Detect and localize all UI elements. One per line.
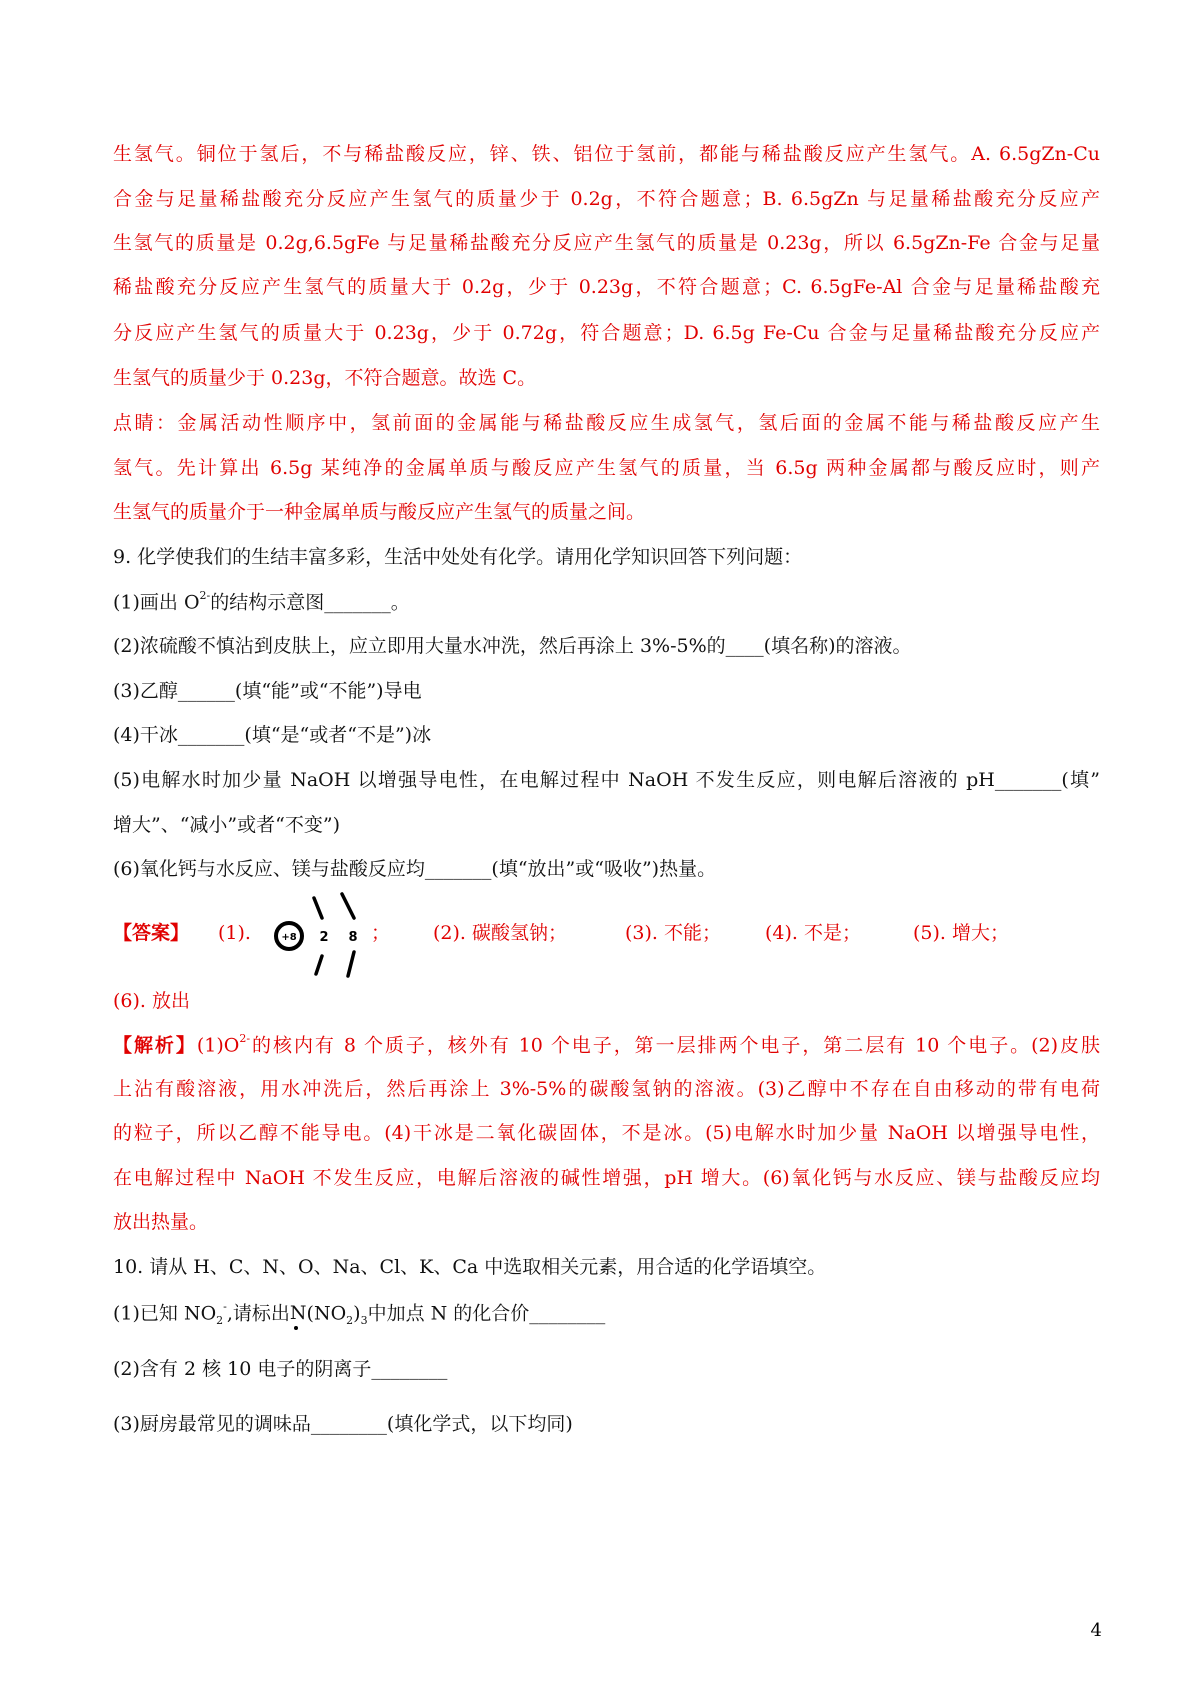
part-text: 的结构示意图_______。 (210, 591, 410, 614)
explanation-line: 生氢气。铜位于氢后，不与稀盐酸反应，锌、铁、铝位于氢前，都能与稀盐酸反应产生氢气。A. 6.5gZn-Cu (113, 143, 1100, 165)
analysis-text: (1)O (196, 1034, 240, 1057)
electron-shell-arc (316, 956, 322, 974)
question-part-6: (6)氧化钙与水反应、镁与盐酸反应均_______(填“放出”或“吸收”)热量。 (113, 858, 717, 880)
explanation-line: 生氢气的质量少于 0.23g，不符合题意。故选 C。 (113, 367, 537, 389)
explanation-line: 合金与足量稀盐酸充分反应产生氢气的质量少于 0.2g，不符合题意；B. 6.5gZn 与足量稀盐酸充分反应产 (113, 188, 1100, 210)
answer-part: (5). 增大； (913, 922, 1009, 944)
nucleus-charge: +8 (281, 932, 297, 943)
question-part-1 (113, 1300, 1100, 1328)
answer-label: 【答案】 (113, 922, 190, 944)
shell-1-electrons: 2 (319, 930, 329, 945)
question-stem: 9. 化学使我们的生结丰富多彩，生活中处处有化学。请用化学知识回答下列问题： (113, 546, 803, 568)
answer-part: (3). 不能； (625, 922, 721, 944)
analysis-line: 上沾有酸溶液，用水冲洗后，然后再涂上 3%-5%的碳酸氢钠的溶液。(3)乙醇中不存在自由移动的带有电荷 (113, 1078, 1100, 1100)
question-part-3: (3)乙醇______(填“能”或“不能”)导电 (113, 680, 422, 702)
dotted-n: N (289, 1302, 307, 1325)
tip-line: 生氢气的质量介于一种金属单质与酸反应产生氢气的质量之间。 (113, 501, 646, 523)
explanation-line: 稀盐酸充分反应产生氢气的质量大于 0.2g，少于 0.23g，不符合题意；C. 6.5gFe-Al 合金与足量稀盐酸充 (113, 276, 1100, 298)
analysis-line: 的粒子，所以乙醇不能导电。(4)干冰是二氧化碳固体，不是冰。(5)电解水时加少量 NaOH 以增强导电性， (113, 1122, 1100, 1144)
subscript: 3 (360, 1314, 368, 1328)
electron-shell-arc (342, 894, 354, 918)
oxide-ion-structure-diagram (262, 888, 382, 982)
question-stem: 10. 请从 H、C、N、O、Na、Cl、K、Ca 中选取相关元素，用合适的化学语填空。 (113, 1256, 827, 1278)
part-text: (NO (306, 1302, 347, 1325)
question-part-2: (2)含有 2 核 10 电子的阴离子________ (113, 1358, 448, 1380)
shell-2-electrons: 8 (348, 930, 358, 945)
electron-shell-arc (314, 898, 322, 918)
analysis-line: 在电解过程中 NaOH 不发生反应，电解后溶液的碱性增强，pH 增大。(6)氧化钙与水反应、镁与盐酸反应均 (113, 1167, 1100, 1189)
answer-part: (4). 不是； (765, 922, 861, 944)
analysis-line: 放出热量。 (113, 1211, 209, 1233)
subscript: 2 (216, 1314, 224, 1328)
subscript: 2 (346, 1314, 354, 1328)
part-text: (1)已知 NO (113, 1302, 217, 1325)
answer-part: (1). (218, 922, 251, 944)
answer-part: ； (371, 922, 391, 944)
charge-superscript: 2- (239, 1032, 251, 1045)
analysis-label: 【解析】 (113, 1034, 197, 1057)
page-number: 4 (1090, 1620, 1102, 1641)
part-text: ) (353, 1302, 361, 1325)
question-part-4: (4)干冰_______(填“是“或者“不是”)冰 (113, 724, 432, 746)
question-part-2: (2)浓硫酸不慎沾到皮肤上，应立即用大量水冲洗，然后再涂上 3%-5%的____(填名称)的溶液。 (113, 635, 912, 657)
answer-part-6: (6). 放出 (113, 990, 190, 1012)
question-part-5-cont: 增大”、“减小”或者“不变”) (113, 814, 340, 836)
question-part-5: (5)电解水时加少量 NaOH 以增强导电性，在电解过程中 NaOH 不发生反应，则电解后溶液的 pH_______(填” (113, 769, 1100, 791)
analysis-line (113, 1032, 1100, 1057)
tip-line: 氢气。先计算出 6.5g 某纯净的金属单质与酸反应产生氢气的质量，当 6.5g 两种金属都与酸反应时，则产 (113, 457, 1100, 479)
analysis-text: 的核内有 8 个质子，核外有 10 个电子，第一层排两个电子，第二层有 10 个电子。(2)皮肤 (250, 1034, 1100, 1057)
charge-superscript: 2- (199, 589, 211, 602)
explanation-line: 分反应产生氢气的质量大于 0.23g，少于 0.72g，符合题意；D. 6.5g Fe-Cu 合金与足量稀盐酸充分反应产 (113, 322, 1100, 344)
part-text: 中加点 N 的化合价________ (367, 1302, 606, 1325)
answer-part: (2). 碳酸氢钠； (433, 922, 567, 944)
question-part-1 (113, 589, 1100, 614)
question-part-3: (3)厨房最常见的调味品________(填化学式，以下均同) (113, 1413, 573, 1435)
superscript: - (223, 1300, 227, 1313)
tip-line: 点睛：金属活动性顺序中，氢前面的金属能与稀盐酸反应生成氢气，氢后面的金属不能与稀盐酸反应产生 (113, 412, 1100, 434)
explanation-line: 生氢气的质量是 0.2g,6.5gFe 与足量稀盐酸充分反应产生氢气的质量是 0.23g，所以 6.5gZn-Fe 合金与足量 (113, 232, 1100, 254)
part-text: ,请标出 (226, 1302, 290, 1325)
electron-shell-arc (348, 952, 354, 976)
part-text: (1)画出 O (113, 591, 200, 614)
